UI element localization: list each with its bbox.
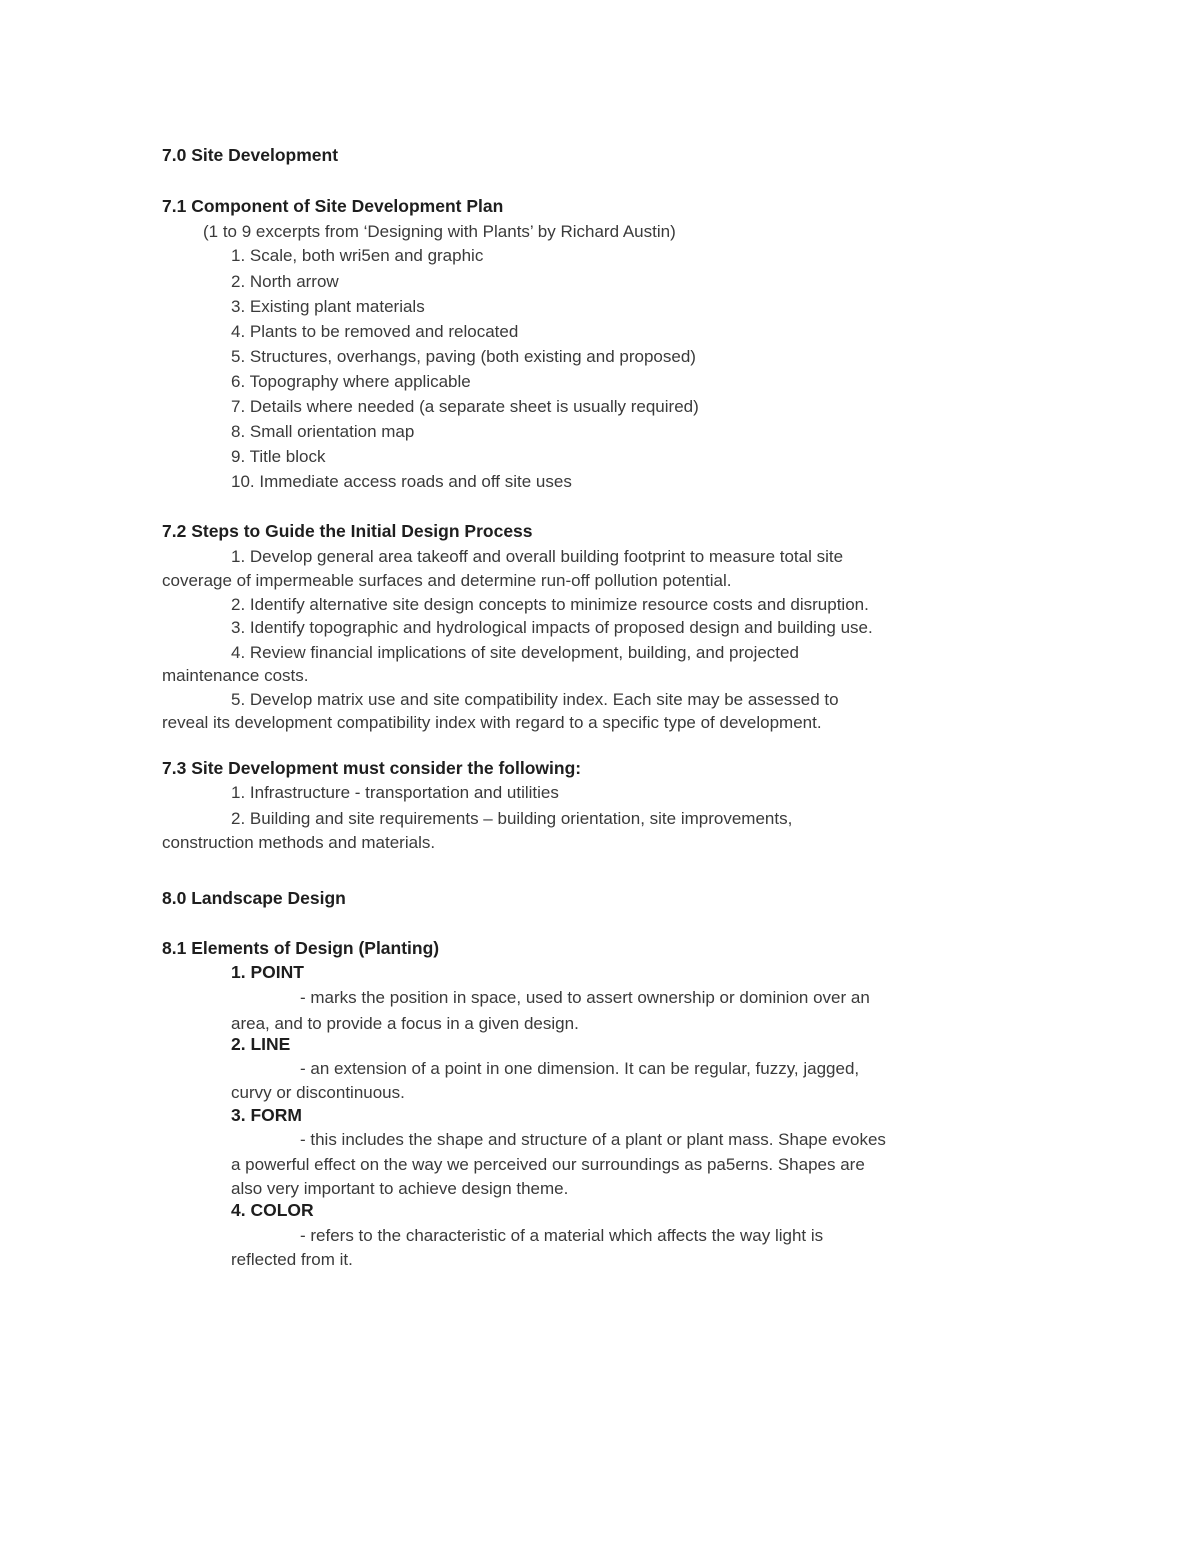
list-item: 7. Details where needed (a separate sheet is usually required) [231, 397, 699, 416]
list-item: 4. Plants to be removed and relocated [231, 322, 519, 341]
paragraph-line: - refers to the characteristic of a material which affects the way light is [300, 1226, 824, 1245]
paragraph-line: reflected from it. [231, 1250, 353, 1269]
list-item: 10. Immediate access roads and off site uses [231, 472, 572, 491]
paragraph-line: reveal its development compatibility index with regard to a specific type of development. [162, 713, 822, 732]
paragraph-line: construction methods and materials. [162, 833, 436, 852]
paragraph-line: also very important to achieve design theme. [231, 1179, 569, 1198]
list-item: 3. Existing plant materials [231, 297, 425, 316]
section-heading-8-1: 8.1 Elements of Design (Planting) [162, 938, 440, 958]
paragraph-line: - an extension of a point in one dimension. It can be regular, fuzzy, jagged, [300, 1059, 860, 1078]
section-heading-8-0: 8.0 Landscape Design [162, 888, 346, 908]
paragraph-line: area, and to provide a focus in a given design. [231, 1014, 579, 1033]
paragraph-line: maintenance costs. [162, 666, 309, 685]
list-item: 8. Small orientation map [231, 422, 415, 441]
element-title-point: 1. POINT [231, 962, 304, 982]
paragraph-line: - this includes the shape and structure of a plant or plant mass. Shape evokes [300, 1130, 886, 1149]
paragraph-line: coverage of impermeable surfaces and determine run-off pollution potential. [162, 571, 732, 590]
list-item: 6. Topography where applicable [231, 372, 471, 391]
paragraph-line: 1. Infrastructure - transportation and utilities [231, 783, 559, 802]
element-title-form: 3. FORM [231, 1105, 302, 1125]
paragraph-line: 3. Identify topographic and hydrological impacts of proposed design and building use. [231, 618, 873, 637]
list-item: 1. Scale, both wri5en and graphic [231, 246, 484, 265]
list-item: 9. Title block [231, 447, 326, 466]
section-heading-7-2: 7.2 Steps to Guide the Initial Design Process [162, 521, 533, 541]
paragraph-line: 4. Review financial implications of site development, building, and projected [231, 643, 799, 662]
excerpt-note: (1 to 9 excerpts from ‘Designing with Plants’ by Richard Austin) [203, 222, 676, 241]
paragraph-line: 1. Develop general area takeoff and overall building footprint to measure total site [231, 547, 844, 566]
paragraph-line: a powerful effect on the way we perceived our surroundings as pa5erns. Shapes are [231, 1155, 865, 1174]
section-heading-7-0: 7.0 Site Development [162, 145, 339, 165]
paragraph-line: 2. Building and site requirements – building orientation, site improvements, [231, 809, 793, 828]
paragraph-line: 5. Develop matrix use and site compatibility index. Each site may be assessed to [231, 690, 839, 709]
paragraph-line: - marks the position in space, used to assert ownership or dominion over an [300, 988, 870, 1007]
paragraph-line: 2. Identify alternative site design concepts to minimize resource costs and disruption. [231, 595, 869, 614]
element-title-color: 4. COLOR [231, 1200, 314, 1220]
paragraph-line: curvy or discontinuous. [231, 1083, 405, 1102]
list-item: 2. North arrow [231, 272, 339, 291]
section-heading-7-1: 7.1 Component of Site Development Plan [162, 196, 504, 216]
element-title-line: 2. LINE [231, 1034, 291, 1054]
list-item: 5. Structures, overhangs, paving (both existing and proposed) [231, 347, 696, 366]
section-heading-7-3: 7.3 Site Development must consider the following: [162, 758, 582, 778]
